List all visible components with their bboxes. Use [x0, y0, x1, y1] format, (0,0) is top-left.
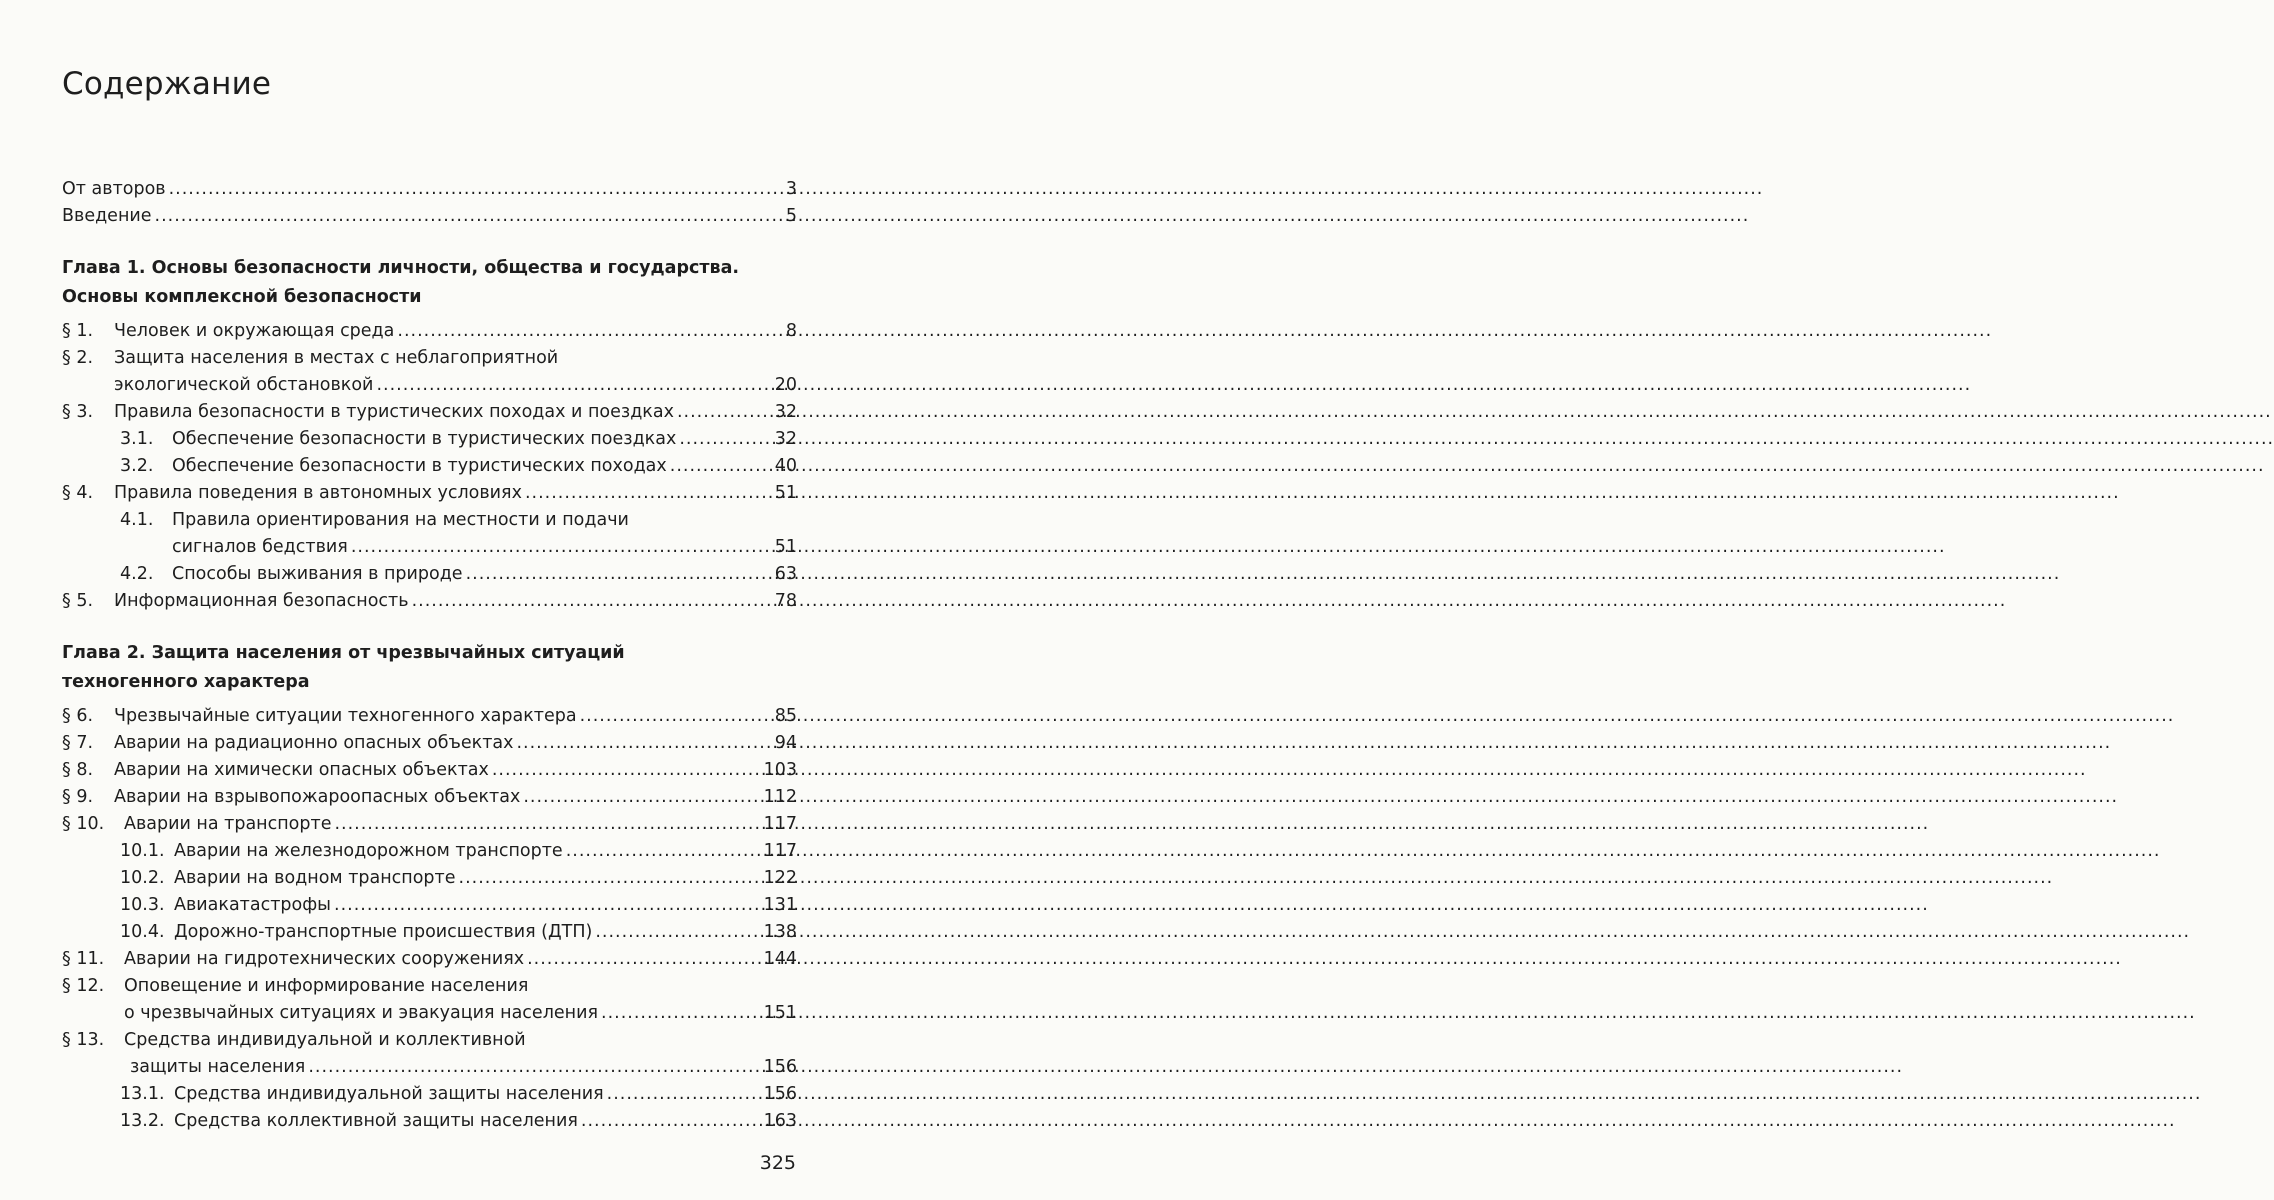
dot-leader — [677, 399, 772, 426]
section-number: § 4. — [62, 483, 94, 503]
entry-title: Правила ориентирования на местности и подачи — [172, 510, 629, 530]
section-number: 10.3. — [120, 895, 165, 915]
entry-title: Дорожно-транспортные происшествия (ДТП) — [174, 922, 593, 942]
entry-title: Человек и окружающая среда — [114, 321, 395, 341]
entry-page: 156 — [763, 1084, 797, 1104]
entry-page: 32 — [774, 402, 797, 422]
toc-entry-s13-cont — [62, 1054, 797, 1081]
toc-entry-s6 — [62, 703, 797, 730]
toc-entry-s3-2 — [62, 453, 797, 480]
entry-title: сигналов бедствия — [172, 537, 348, 557]
dot-leader — [466, 561, 772, 588]
dot-leader — [523, 784, 760, 811]
entry-title: Авиакатастрофы — [174, 895, 332, 915]
entry-title: экологической обстановкой — [114, 375, 374, 395]
document-page — [0, 0, 900, 1200]
entry-title: о чрезвычайных ситуациях и эвакуация населения — [124, 1003, 598, 1023]
entry-title: Аварии на радиационно опасных объектах — [114, 733, 514, 753]
section-number: 4.2. — [120, 564, 154, 584]
entry-title: Чрезвычайные ситуации техногенного характера — [114, 706, 577, 726]
entry-page: 163 — [763, 1111, 797, 1131]
dot-leader — [334, 892, 761, 919]
dot-leader — [607, 1081, 761, 1108]
entry-title: Аварии на транспорте — [124, 814, 332, 834]
entry-title: Аварии на железнодорожном транспорте — [174, 841, 563, 861]
entry-page: 151 — [763, 1003, 797, 1023]
section-number: 3.1. — [120, 429, 154, 449]
dot-leader — [492, 757, 761, 784]
dot-leader — [155, 203, 783, 230]
toc-entry-s4 — [62, 480, 797, 507]
entry-title: От авторов — [62, 179, 166, 199]
entry-page: 156 — [763, 1057, 797, 1077]
entry-title: Средства индивидуальной и коллективной — [124, 1030, 526, 1050]
entry-title: Средства индивидуальной защиты населения — [174, 1084, 604, 1104]
page-number: 325 — [759, 1152, 796, 1174]
section-number: § 9. — [62, 787, 94, 807]
section-number: § 10. — [62, 814, 105, 834]
toc-entry-s13-2 — [62, 1108, 797, 1135]
toc-entry-s9 — [62, 784, 797, 811]
dot-leader — [459, 865, 761, 892]
section-number: § 12. — [62, 976, 105, 996]
entry-title: защиты населения — [130, 1057, 306, 1077]
dot-leader — [308, 1054, 760, 1081]
dot-leader — [169, 176, 783, 203]
entry-page: 131 — [763, 895, 797, 915]
toc-entry-s10 — [62, 811, 797, 838]
chapter-heading-1 — [62, 254, 797, 312]
entry-page: 5 — [785, 206, 797, 226]
dot-leader — [516, 730, 771, 757]
toc-entry-s2 — [62, 345, 797, 372]
section-number: 10.4. — [120, 922, 165, 942]
toc-entry-s10-1 — [62, 838, 797, 865]
dot-leader — [525, 480, 772, 507]
entry-title: Информационная безопасность — [114, 591, 409, 611]
dot-leader — [527, 946, 761, 973]
section-number: § 5. — [62, 591, 94, 611]
entry-title: Введение — [62, 206, 152, 226]
entry-page: 78 — [774, 591, 797, 611]
entry-title: Средства коллективной защиты населения — [174, 1111, 578, 1131]
toc-entry-s7 — [62, 730, 797, 757]
section-number: 4.1. — [120, 510, 154, 530]
entry-page: 8 — [785, 321, 797, 341]
section-number: § 2. — [62, 348, 94, 368]
toc-entry-s13-1 — [62, 1081, 797, 1108]
section-number: § 11. — [62, 949, 105, 969]
dot-leader — [412, 588, 772, 615]
toc-entry-authors — [62, 176, 797, 203]
chapter-heading-line: техногенного характера — [62, 672, 310, 692]
dot-leader — [566, 838, 761, 865]
entry-page: 117 — [763, 841, 797, 861]
section-number: § 1. — [62, 321, 94, 341]
entry-page: 20 — [774, 375, 797, 395]
entry-title: Правила поведения в автономных условиях — [114, 483, 522, 503]
toc-entry-intro — [62, 203, 797, 230]
toc-entry-s10-3 — [62, 892, 797, 919]
dot-leader — [595, 919, 760, 946]
entry-title: Аварии на химически опасных объектах — [114, 760, 489, 780]
entry-title: Правила безопасности в туристических походах и поездках — [114, 402, 674, 422]
toc-entry-s11 — [62, 946, 797, 973]
entry-title: Обеспечение безопасности в туристических поездках — [172, 429, 677, 449]
entry-page: 3 — [785, 179, 797, 199]
entry-page: 112 — [763, 787, 797, 807]
section-number: § 7. — [62, 733, 94, 753]
section-number: § 13. — [62, 1030, 105, 1050]
dot-leader — [580, 703, 772, 730]
section-number: § 8. — [62, 760, 94, 780]
entry-page: 85 — [774, 706, 797, 726]
section-number: 13.2. — [120, 1111, 165, 1131]
dot-leader — [376, 372, 771, 399]
toc-entry-s2-cont — [62, 372, 797, 399]
section-number: § 6. — [62, 706, 94, 726]
toc-entry-s10-2 — [62, 865, 797, 892]
entry-page: 32 — [774, 429, 797, 449]
entry-title: Аварии на водном транспорте — [174, 868, 456, 888]
entry-title: Обеспечение безопасности в туристических походах — [172, 456, 667, 476]
entry-page: 138 — [763, 922, 797, 942]
dot-leader — [334, 811, 760, 838]
entry-title: Аварии на взрывопожароопасных объектах — [114, 787, 521, 807]
entry-page: 122 — [763, 868, 797, 888]
entry-page: 63 — [774, 564, 797, 584]
section-number: 10.1. — [120, 841, 165, 861]
dot-leader — [581, 1108, 761, 1135]
entry-page: 103 — [763, 760, 797, 780]
entry-page: 117 — [763, 814, 797, 834]
entry-page: 94 — [774, 733, 797, 753]
entry-title: Способы выживания в природе — [172, 564, 463, 584]
chapter-heading-line: Глава 1. Основы безопасности личности, общества и государства. — [62, 258, 740, 278]
toc-entry-s8 — [62, 757, 797, 784]
page-title: Содержание — [62, 66, 272, 102]
chapter-heading-2 — [62, 639, 797, 697]
dot-leader — [397, 318, 782, 345]
toc-entry-s12 — [62, 973, 797, 1000]
section-number: 10.2. — [120, 868, 165, 888]
entry-page: 51 — [774, 537, 797, 557]
dot-leader — [351, 534, 772, 561]
toc-entry-s3 — [62, 399, 797, 426]
dot-leader — [601, 1000, 761, 1027]
section-number: 3.2. — [120, 456, 154, 476]
toc-entry-s4-2 — [62, 561, 797, 588]
entry-page: 51 — [774, 483, 797, 503]
table-of-contents — [62, 176, 797, 1135]
entry-title: Защита населения в местах с неблагоприятной — [114, 348, 559, 368]
toc-entry-s13 — [62, 1027, 797, 1054]
toc-entry-s3-1 — [62, 426, 797, 453]
toc-entry-s10-4 — [62, 919, 797, 946]
toc-entry-s1 — [62, 318, 797, 345]
dot-leader — [670, 453, 772, 480]
toc-entry-s4-1 — [62, 507, 797, 534]
entry-page: 40 — [774, 456, 797, 476]
section-number: § 3. — [62, 402, 94, 422]
dot-leader — [679, 426, 771, 453]
entry-title: Оповещение и информирование населения — [124, 976, 529, 996]
entry-title: Аварии на гидротехнических сооружениях — [124, 949, 525, 969]
toc-entry-s12-cont — [62, 1000, 797, 1027]
toc-entry-s5 — [62, 588, 797, 615]
section-number: 13.1. — [120, 1084, 165, 1104]
entry-page: 144 — [763, 949, 797, 969]
chapter-heading-line: Глава 2. Защита населения от чрезвычайных ситуаций — [62, 643, 625, 663]
chapter-heading-line: Основы комплексной безопасности — [62, 287, 422, 307]
toc-entry-s4-1-cont — [62, 534, 797, 561]
